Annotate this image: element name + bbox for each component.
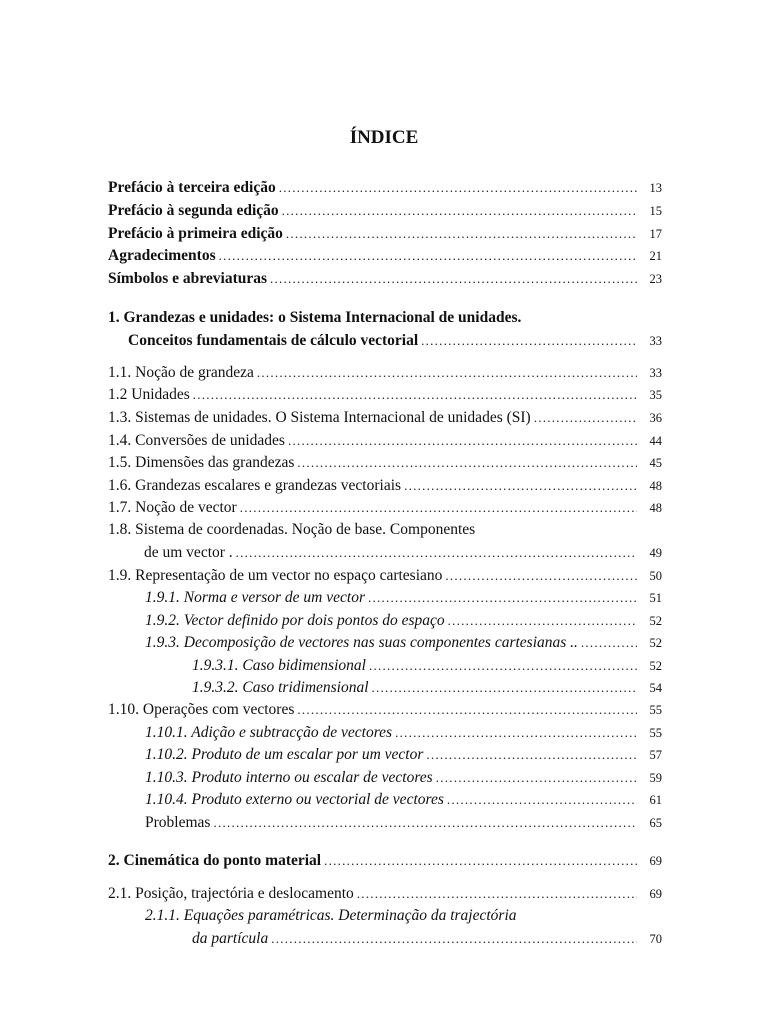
- toc-page-number: 17: [649, 227, 662, 241]
- toc-page-number: 15: [649, 204, 662, 218]
- chapter-1-heading: 1. Grandezas e unidades: o Sistema Internacional de unidades.: [108, 309, 522, 326]
- toc-entry-title: 1.10.2. Produto de um escalar por um vector: [145, 746, 424, 763]
- leader-dots: [279, 177, 637, 199]
- toc-entry[interactable]: [144, 542, 662, 564]
- toc-entry-title: 1.7. Noção de vector: [108, 499, 237, 516]
- toc-page-number: 52: [649, 636, 662, 650]
- toc-entry-title: Prefácio à primeira edição: [108, 225, 283, 242]
- leader-dots: [357, 883, 637, 905]
- toc-entry-title: 1.10.1. Adição e subtracção de vectores: [145, 724, 393, 741]
- toc-page-number: 50: [649, 569, 662, 583]
- leader-dots: [270, 268, 637, 290]
- toc-entry-title: 1.10. Operações com vectores: [108, 701, 295, 718]
- leader-dots: [297, 452, 637, 474]
- toc-page-number: 48: [649, 501, 662, 515]
- toc-entry[interactable]: [192, 677, 662, 699]
- leader-dots: [395, 722, 637, 744]
- toc-page-number: 52: [649, 614, 662, 628]
- toc-entry-title: da partícula: [192, 930, 269, 947]
- toc-page-number: 21: [649, 249, 662, 263]
- toc-entry-title: 1.9. Representação de um vector no espaço cartesiano: [108, 567, 443, 584]
- toc-entry[interactable]: [145, 587, 662, 609]
- toc-entry-title: de um vector .: [144, 544, 233, 561]
- toc-entry-title: 1.6. Grandezas escalares e grandezas vectoriais: [108, 477, 402, 494]
- toc-entry[interactable]: [145, 812, 662, 834]
- leader-dots: [286, 223, 637, 245]
- toc-page-number: 55: [649, 726, 662, 740]
- toc-entry[interactable]: [108, 268, 662, 290]
- toc-entry-title: Conceitos fundamentais de cálculo vectorial: [128, 332, 419, 349]
- toc-entry[interactable]: [108, 497, 662, 519]
- toc-entry-title: Símbolos e abreviaturas: [108, 270, 268, 287]
- leader-dots: [213, 812, 637, 834]
- toc-entry[interactable]: [108, 200, 662, 222]
- leader-dots: [257, 362, 637, 384]
- toc-entry-title: Prefácio à segunda edição: [108, 202, 279, 219]
- leader-dots: [240, 497, 637, 519]
- toc-entry-line: 1.8. Sistema de coordenadas. Noção de base. Componentes: [108, 521, 476, 538]
- toc-entry[interactable]: [145, 722, 662, 744]
- toc-entry[interactable]: [108, 245, 662, 267]
- toc-page-number: 49: [649, 546, 662, 560]
- toc-entry[interactable]: [108, 223, 662, 245]
- toc-entry-title: 1.9.3. Decomposição de vectores nas suas componentes cartesianas ..: [145, 634, 578, 651]
- toc-entry[interactable]: [108, 177, 662, 199]
- leader-dots: [581, 632, 637, 654]
- leader-dots: [372, 677, 637, 699]
- leader-dots: [436, 767, 637, 789]
- toc-entry-title: 2.1. Posição, trajectória e deslocamento: [108, 885, 354, 902]
- leader-dots: [447, 789, 637, 811]
- toc-page-number: 45: [649, 456, 662, 470]
- toc-entry-title: 1.3. Sistemas de unidades. O Sistema Internacional de unidades (SI): [108, 409, 531, 426]
- leader-dots: [193, 384, 637, 406]
- toc-entry-title: 1.1. Noção de grandeza: [108, 364, 254, 381]
- toc-page-number: 44: [649, 434, 662, 448]
- toc-page-number: 23: [649, 272, 662, 286]
- toc-entry[interactable]: [192, 928, 662, 950]
- leader-dots: [324, 850, 637, 872]
- leader-dots: [448, 610, 637, 632]
- toc-page-number: 69: [649, 854, 662, 868]
- toc-page-number: 59: [649, 771, 662, 785]
- toc-page-number: 70: [649, 932, 662, 946]
- toc-entry[interactable]: [108, 384, 662, 406]
- leader-dots: [534, 407, 637, 429]
- leader-dots: [421, 330, 637, 352]
- toc-entry-chapter-1[interactable]: [128, 330, 662, 352]
- toc-entry[interactable]: [108, 362, 662, 384]
- toc-entry[interactable]: [108, 883, 662, 905]
- leader-dots: [271, 928, 637, 950]
- toc-page-number: 57: [649, 748, 662, 762]
- toc-entry-line: 2.1.1. Equações paramétricas. Determinação da trajectória: [145, 907, 517, 924]
- leader-dots: [236, 542, 637, 564]
- toc-entry[interactable]: [108, 407, 662, 429]
- toc-entry-title: 1.9.3.2. Caso tridimensional: [192, 679, 369, 696]
- toc-entry[interactable]: [145, 767, 662, 789]
- toc-entry[interactable]: [108, 430, 662, 452]
- toc-entry-title: 1.9.1. Norma e versor de um vector: [145, 589, 365, 606]
- leader-dots: [282, 200, 637, 222]
- toc-page-number: 35: [649, 388, 662, 402]
- toc-entry[interactable]: [145, 789, 662, 811]
- toc-entry-chapter-2[interactable]: [108, 850, 662, 872]
- leader-dots: [219, 245, 637, 267]
- toc-page-number: 61: [649, 793, 662, 807]
- toc-entry-title: 2. Cinemática do ponto material: [108, 852, 322, 869]
- toc-entry-title: Agradecimentos: [108, 247, 216, 264]
- toc-page-number: 69: [649, 887, 662, 901]
- toc-page-number: 52: [649, 659, 662, 673]
- toc-page-number: 54: [649, 681, 662, 695]
- toc-entry[interactable]: [108, 475, 662, 497]
- toc-page-number: 65: [649, 816, 662, 830]
- toc-entry[interactable]: [108, 699, 662, 721]
- toc-page-number: 33: [649, 366, 662, 380]
- leader-dots: [297, 699, 637, 721]
- toc-entry-title: 1.4. Conversões de unidades: [108, 432, 285, 449]
- toc-entry[interactable]: [145, 632, 662, 654]
- toc-entry[interactable]: [108, 565, 662, 587]
- toc-page-number: 13: [649, 181, 662, 195]
- toc-page-number: 36: [649, 411, 662, 425]
- toc-page-number: 55: [649, 703, 662, 717]
- leader-dots: [404, 475, 637, 497]
- toc-entry-title: 1.5. Dimensões das grandezas: [108, 454, 295, 471]
- toc-entry-title: Prefácio à terceira edição: [108, 179, 276, 196]
- page-title: ÍNDICE: [349, 127, 419, 148]
- toc-entry-title: 1.10.4. Produto externo ou vectorial de vectores: [145, 791, 444, 808]
- leader-dots: [369, 655, 637, 677]
- leader-dots: [445, 565, 637, 587]
- leader-dots: [288, 430, 637, 452]
- toc-page-number: 51: [649, 591, 662, 605]
- leader-dots: [426, 744, 637, 766]
- toc-page-number: 48: [649, 479, 662, 493]
- toc-entry[interactable]: [145, 610, 662, 632]
- toc-entry-title: 1.9.2. Vector definido por dois pontos do espaço: [145, 612, 445, 629]
- toc-entry-title: 1.2 Unidades: [108, 386, 190, 403]
- toc-entry-title: 1.10.3. Produto interno ou escalar de vectores: [145, 769, 433, 786]
- toc-entry[interactable]: [108, 452, 662, 474]
- toc-page-number: 33: [649, 334, 662, 348]
- toc-entry[interactable]: [145, 744, 662, 766]
- leader-dots: [368, 587, 637, 609]
- toc-entry-title: 1.9.3.1. Caso bidimensional: [192, 657, 366, 674]
- toc-entry-title: Problemas: [145, 814, 211, 831]
- toc-entry[interactable]: [192, 655, 662, 677]
